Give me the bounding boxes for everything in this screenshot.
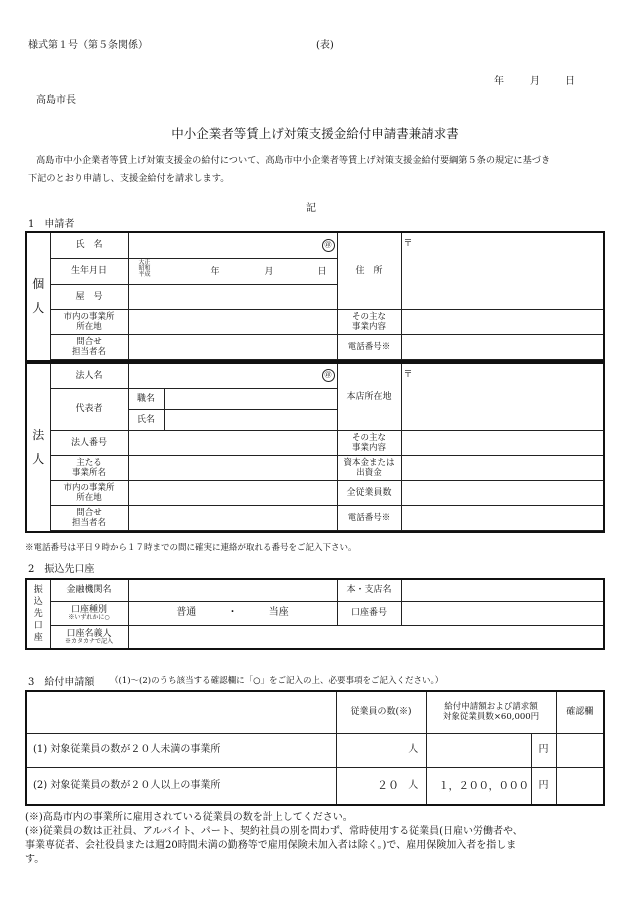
corp-contact-label: 問合せ 担当者名 xyxy=(50,505,128,530)
postal-mark: 〒 xyxy=(403,239,413,249)
row2-yen: 円 xyxy=(531,767,556,805)
main-office-label: 主たる 事業所名 xyxy=(50,455,128,480)
row1-count-field[interactable] xyxy=(336,733,401,767)
corp-postal-mark: 〒 xyxy=(403,370,413,380)
intro-line-2: 下記のとおり申請し、支援金給付を請求します。 xyxy=(28,173,230,184)
seal-mark: ㊞ xyxy=(322,239,335,252)
corp-business-label: その主な 事業内容 xyxy=(337,430,401,455)
corp-phone-field[interactable] xyxy=(401,505,604,530)
corp-seal-mark: ㊞ xyxy=(322,369,335,382)
contact-person-field[interactable] xyxy=(128,334,337,359)
type-current[interactable]: 当座 xyxy=(268,607,289,618)
birth-field[interactable] xyxy=(128,258,337,284)
individual-group-label: 個 人 xyxy=(26,232,50,361)
branch-name-label: 本・支店名 xyxy=(337,579,401,601)
birth-day-label: 日 xyxy=(317,266,327,277)
corp-name-field[interactable] xyxy=(128,363,337,388)
trade-name-label: 屋 号 xyxy=(50,284,128,309)
phone-field[interactable] xyxy=(401,334,604,359)
address-label: 住 所 xyxy=(337,232,401,309)
row1-amount-field[interactable] xyxy=(426,733,531,767)
name-field[interactable] xyxy=(128,232,337,258)
account-number-field[interactable] xyxy=(401,601,604,625)
note-2: (※)従業員の数は正社員、アルバイト、パート、契約社員の別を問わず、常時使用する従業員(日雇い労働者や、 xyxy=(25,826,523,837)
row1-label: (1) 対象従業員の数が２０人未満の事業所 xyxy=(26,733,336,767)
corp-business-field[interactable] xyxy=(401,430,604,455)
rep-title-field[interactable] xyxy=(164,388,337,409)
business-content-field[interactable] xyxy=(401,309,604,334)
corp-phone-label: 電話番号※ xyxy=(337,505,401,530)
era-taisho: 大正 xyxy=(138,258,151,266)
account-type-field[interactable] xyxy=(128,601,337,625)
addressee: 高島市長 xyxy=(36,95,76,106)
capital-field[interactable] xyxy=(401,455,604,480)
business-content-label: その主な 事業内容 xyxy=(337,309,401,334)
type-ordinary[interactable]: 普通 xyxy=(176,607,197,618)
document-title: 中小企業者等賃上げ対策支援金給付申請書兼請求書 xyxy=(171,126,459,141)
hq-address-label: 本店所在地 xyxy=(337,363,401,430)
row2-count-unit: 人 xyxy=(401,767,426,805)
intro-line-1: 高島市中小企業者等賃上げ対策支援金の給付について、高島市中小企業者等賃上げ対策支援金給付要綱第５条の規定に基づき xyxy=(36,155,551,166)
total-employees-label: 全従業員数 xyxy=(337,480,401,505)
bank-name-field[interactable] xyxy=(128,579,337,601)
form-side: (表) xyxy=(316,40,334,51)
name-label: 氏 名 xyxy=(50,232,128,258)
row2-amount-field[interactable]: １，２００，０００ xyxy=(426,767,531,805)
bank-name-label: 金融機関名 xyxy=(50,579,128,601)
account-number-label: 口座番号 xyxy=(337,601,401,625)
main-office-field[interactable] xyxy=(128,455,337,480)
capital-label: 資本金または 出資金 xyxy=(337,455,401,480)
address-field[interactable] xyxy=(401,232,604,309)
row1-count-unit: 人 xyxy=(401,733,426,767)
row2-confirm-field[interactable] xyxy=(556,767,604,805)
bank-account-table xyxy=(25,578,605,650)
corp-office-location-label: 市内の事業所 所在地 xyxy=(50,480,128,505)
grant-amount-table xyxy=(25,690,605,806)
contact-person-label: 問合せ 担当者名 xyxy=(50,334,128,359)
date-month: 月 xyxy=(530,76,540,87)
era-showa: 昭和 xyxy=(138,264,151,272)
phone-label: 電話番号※ xyxy=(337,334,401,359)
birth-label: 生年月日 xyxy=(50,258,128,284)
account-holder-field[interactable] xyxy=(128,625,604,649)
rep-name-field[interactable] xyxy=(164,409,337,430)
phone-note: ※電話番号は平日９時から１７時までの間に確実に連絡が取れる番号をご記入下さい。 xyxy=(25,543,357,553)
row1-yen: 円 xyxy=(531,733,556,767)
type-separator: ・ xyxy=(227,607,238,618)
applicant-individual-table xyxy=(25,231,605,362)
row-label-header xyxy=(26,691,336,733)
corp-number-field[interactable] xyxy=(128,430,337,455)
trade-name-field[interactable] xyxy=(128,284,337,309)
corp-name-label: 法人名 xyxy=(50,363,128,388)
hq-address-field[interactable] xyxy=(401,363,604,430)
date-day: 日 xyxy=(565,76,575,87)
note-3: 事業専従者、会社役員または週20時間未満の勤務等で雇用保険未加入者は除く。)で、雇用保険加入者を指しま xyxy=(25,840,517,851)
row2-count-field[interactable]: ２０ xyxy=(336,767,401,805)
bank-side-label: 振 込 先 口 座 xyxy=(26,579,50,649)
rep-title-label: 職名 xyxy=(128,388,164,409)
applicant-corporate-table xyxy=(25,362,605,533)
form-number: 様式第１号（第５条関係） xyxy=(28,40,148,51)
date-year: 年 xyxy=(494,76,504,87)
account-holder-label: 口座名義人 ※カタカナで記入 xyxy=(50,625,128,649)
corp-number-label: 法人番号 xyxy=(50,430,128,455)
total-employees-field[interactable] xyxy=(401,480,604,505)
note-1: (※)高島市内の事業所に雇用されている従業員の数を計上してください。 xyxy=(25,812,353,823)
section2-heading: 2 振込先口座 xyxy=(28,564,95,575)
office-location-field[interactable] xyxy=(128,309,337,334)
corp-office-location-field[interactable] xyxy=(128,480,337,505)
confirm-header: 確認欄 xyxy=(556,691,604,733)
era-heisei: 平成 xyxy=(138,270,151,278)
birth-year-label: 年 xyxy=(210,266,220,277)
section1-heading: 1 申請者 xyxy=(28,219,75,230)
office-location-label: 市内の事業所 所在地 xyxy=(50,309,128,334)
branch-name-field[interactable] xyxy=(401,579,604,601)
amount-header: 給付申請額および請求額 対象従業員数×60,000円 xyxy=(426,691,556,733)
row2-label: (2) 対象従業員の数が２０人以上の事業所 xyxy=(26,767,336,805)
birth-month-label: 月 xyxy=(264,266,274,277)
note-4: す。 xyxy=(25,854,45,865)
representative-label: 代表者 xyxy=(50,388,128,430)
section3-instruction: （(1)～(2)のうち該当する確認欄に「○」をご記入の上、必要事項をご記入ください。） xyxy=(110,676,444,686)
employees-header: 従業員の数(※) xyxy=(336,691,426,733)
corp-contact-field[interactable] xyxy=(128,505,337,530)
row1-confirm-field[interactable] xyxy=(556,733,604,767)
ki-mark: 記 xyxy=(306,203,316,214)
corporate-group-label: 法 人 xyxy=(26,363,50,532)
rep-name-label: 氏名 xyxy=(128,409,164,430)
account-type-label: 口座種別 ※いずれかに○ xyxy=(50,601,128,625)
section3-heading: 3 給付申請額 xyxy=(28,677,95,688)
